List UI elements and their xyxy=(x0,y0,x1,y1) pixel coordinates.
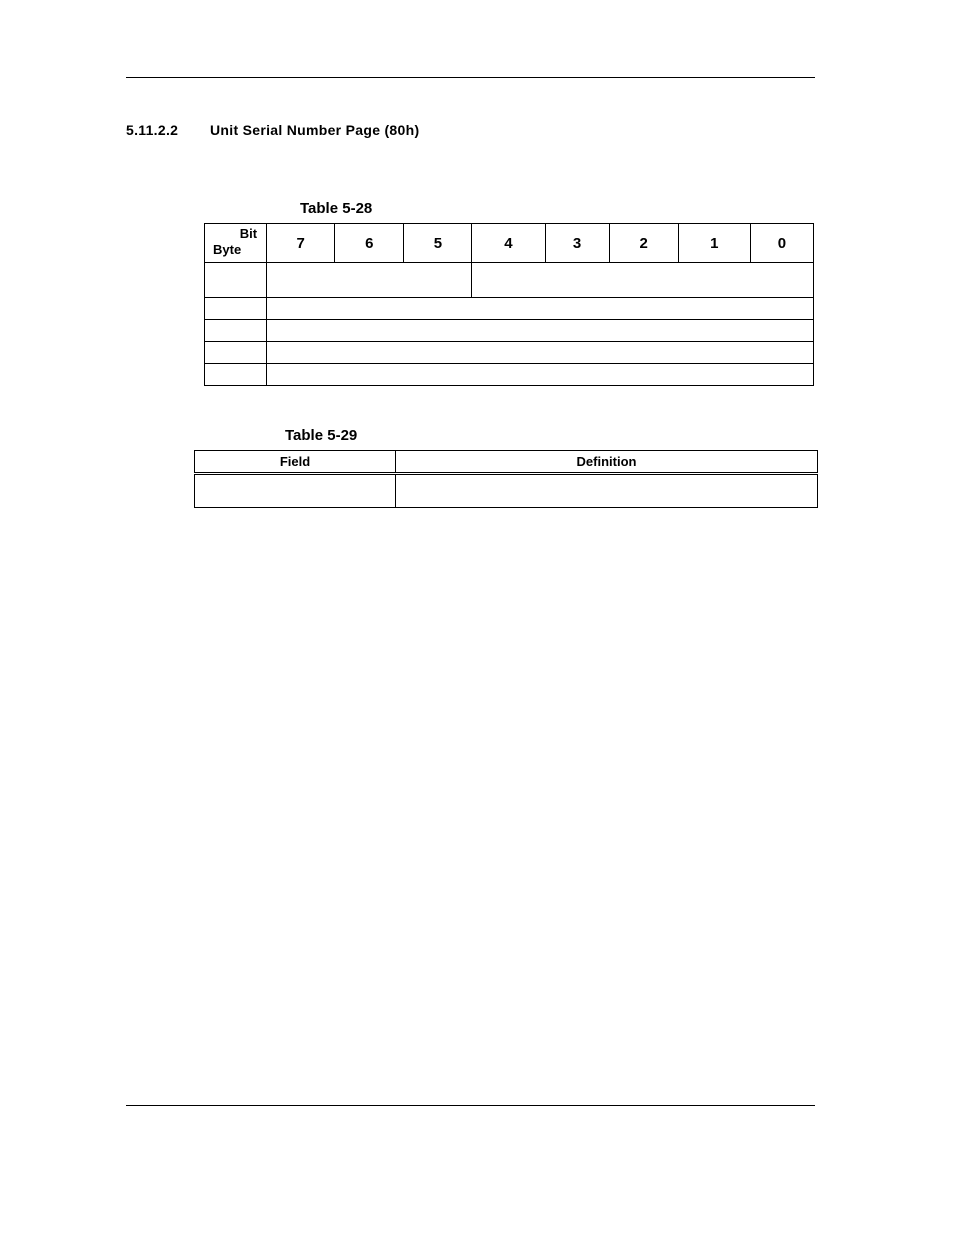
byte-cell xyxy=(205,263,267,298)
definition-column-header: Definition xyxy=(396,451,818,474)
bit-2-header: 2 xyxy=(609,224,678,263)
byte-cell xyxy=(205,342,267,364)
field-cell xyxy=(267,364,814,386)
bit-1-header: 1 xyxy=(678,224,750,263)
footer-rule xyxy=(126,1105,815,1106)
field-column-header: Field xyxy=(195,451,396,474)
table-5-29 xyxy=(194,450,818,508)
field-cell xyxy=(472,263,814,298)
table-header-row xyxy=(205,224,814,263)
table-row xyxy=(205,320,814,342)
bit-header-label: Bit xyxy=(239,226,258,241)
table-5-28 xyxy=(204,223,814,386)
bit-7-header: 7 xyxy=(267,224,335,263)
field-cell xyxy=(195,474,396,508)
table-5-28-caption: Table 5-28 xyxy=(300,200,373,217)
bit-0-header: 0 xyxy=(750,224,813,263)
byte-cell xyxy=(205,364,267,386)
field-cell xyxy=(267,263,472,298)
table-row xyxy=(205,342,814,364)
table-row xyxy=(205,298,814,320)
section-number: 5.11.2.2 xyxy=(126,122,179,138)
table-row xyxy=(195,474,818,508)
field-cell xyxy=(267,320,814,342)
bit-6-header: 6 xyxy=(335,224,404,263)
byte-cell xyxy=(205,320,267,342)
bit-5-header: 5 xyxy=(404,224,472,263)
section-heading xyxy=(126,122,419,138)
section-title: Unit Serial Number Page (80h) xyxy=(210,122,420,138)
table-header-row xyxy=(195,451,818,474)
byte-header-label: Byte xyxy=(213,242,242,257)
table-row xyxy=(205,263,814,298)
bit-4-header: 4 xyxy=(472,224,545,263)
table-5-29-caption: Table 5-29 xyxy=(285,427,358,444)
table-row xyxy=(205,364,814,386)
field-cell xyxy=(267,298,814,320)
bit-3-header: 3 xyxy=(545,224,609,263)
byte-cell xyxy=(205,298,267,320)
field-cell xyxy=(267,342,814,364)
bit-byte-header-cell xyxy=(205,224,267,263)
header-rule xyxy=(126,77,815,78)
definition-cell xyxy=(396,474,818,508)
